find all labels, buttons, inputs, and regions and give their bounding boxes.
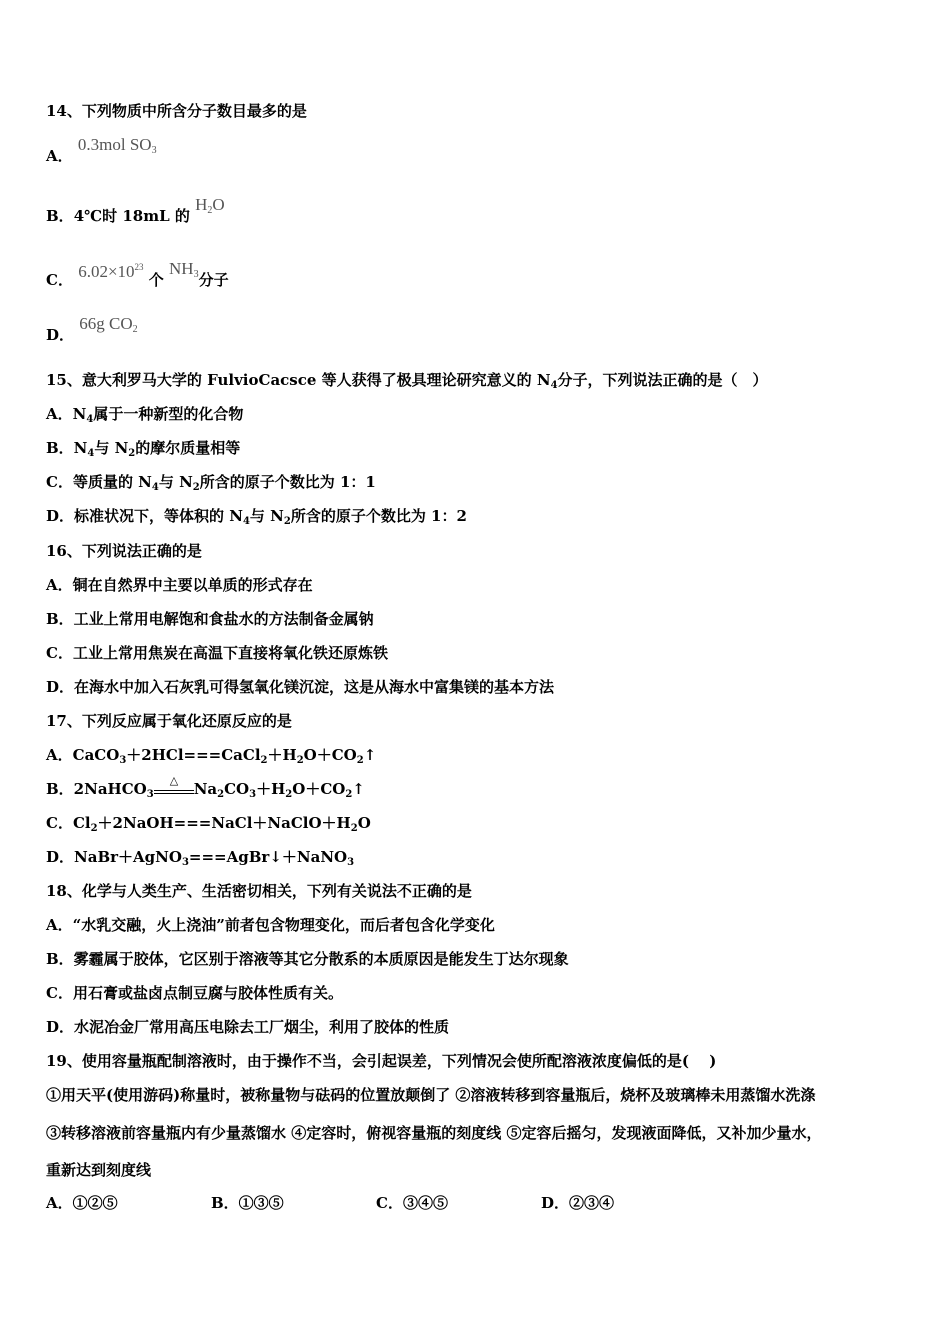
q16-option-d: D．在海水中加入石灰乳可得氢氧化镁沉淀，这是从海水中富集镁的基本方法 [46, 678, 555, 696]
q18-option-a: A．“水乳交融，火上浇油”前者包含物理变化，而后者包含化学变化 [46, 916, 495, 934]
q14-option-a: A． 0.3mol $SO_3$ [46, 135, 157, 165]
q17-option-c: C．$Cl_2+2NaOH===NaCl+NaClO+H_2O$ [46, 814, 371, 834]
q19-options [46, 1193, 706, 1213]
q19-option-d: D．②③④ [541, 1194, 615, 1212]
q15-option-a: A．$N_4$属于一种新型的化合物 [46, 405, 244, 425]
q14-stem: 14、下列物质中所含分子数目最多的是 [46, 102, 307, 120]
q15-option-b: B．$N_4$与 $N_2$的摩尔质量相等 [46, 439, 241, 459]
q17-option-a: A．$CaCO_3+2HCl===CaCl_2+H_2O+CO_2↑$ [46, 746, 377, 766]
q19-option-a: A．①②⑤ [46, 1194, 118, 1212]
q14-option-b: B．4℃时 18mL 的 $H_2O$ [46, 195, 225, 225]
q18-option-d: D．水泥冶金厂常用高压电除去工厂烟尘，利用了胶体的性质 [46, 1018, 450, 1036]
q18-stem: 18、化学与人类生产、生活密切相关，下列有关说法不正确的是 [46, 882, 472, 900]
q17-stem: 17、下列反应属于氧化还原反应的是 [46, 712, 292, 730]
q19-conditions-line-2: ③转移溶液前容量瓶内有少量蒸馏水 ④定容时，俯视容量瓶的刻度线 ⑤定容后摇匀，发现液面降低，又补加少量水， [46, 1124, 822, 1142]
q16-option-a: A．铜在自然界中主要以单质的形式存在 [46, 576, 313, 594]
heat-condition-sign: △ [154, 783, 194, 797]
q19-option-b: B．①③⑤ [211, 1194, 284, 1212]
q19-option-c: C．③④⑤ [376, 1194, 448, 1212]
q18-option-b: B．雾霾属于胶体，它区别于溶液等其它分散系的本质原因是能发生丁达尔现象 [46, 950, 569, 968]
q19-conditions-line-3: 重新达到刻度线 [46, 1161, 152, 1179]
q17-option-d: D．NaBr＋AgNO$_3$===AgBr↓＋NaNO$_3$ [46, 848, 355, 868]
q14-option-c: C． $6.02\times 10^{23}$ 个 $NH_3$分子 [46, 259, 229, 289]
q19-stem: 19、使用容量瓶配制溶液时，由于操作不当，会引起误差，下列情况会使所配溶液浓度偏低的是( ) [46, 1052, 717, 1070]
q14-option-d: D． 66g $CO_2$ [46, 314, 138, 344]
q16-option-b: B．工业上常用电解饱和食盐水的方法制备金属钠 [46, 610, 374, 628]
q15-stem: 15、意大利罗马大学的 FulvioCacsce 等人获得了极具理论研究意义的 $N_4$分子，下列说法正确的是（ ） [46, 371, 768, 391]
q16-option-c: C．工业上常用焦炭在高温下直接将氧化铁还原炼铁 [46, 644, 388, 662]
q18-option-c: C．用石膏或盐卤点制豆腐与胶体性质有关。 [46, 984, 343, 1002]
q15-option-d: D．标准状况下，等体积的 $N_4$与 $N_2$所含的原子个数比为 1：2 [46, 507, 467, 527]
q16-stem: 16、下列说法正确的是 [46, 542, 202, 560]
q15-option-c: C．等质量的 $N_4$与 $N_2$所含的原子个数比为 1：1 [46, 473, 376, 493]
q19-conditions-line-1: ①用天平(使用游码)称量时，被称量物与砝码的位置放颠倒了 ②溶液转移到容量瓶后，烧杯及玻璃棒未用蒸馏水洗涤 [46, 1086, 816, 1104]
q17-option-b: B．2NaHCO$_3$ △ $Na_2CO_3+H_2O+CO_2↑$ [46, 774, 365, 800]
